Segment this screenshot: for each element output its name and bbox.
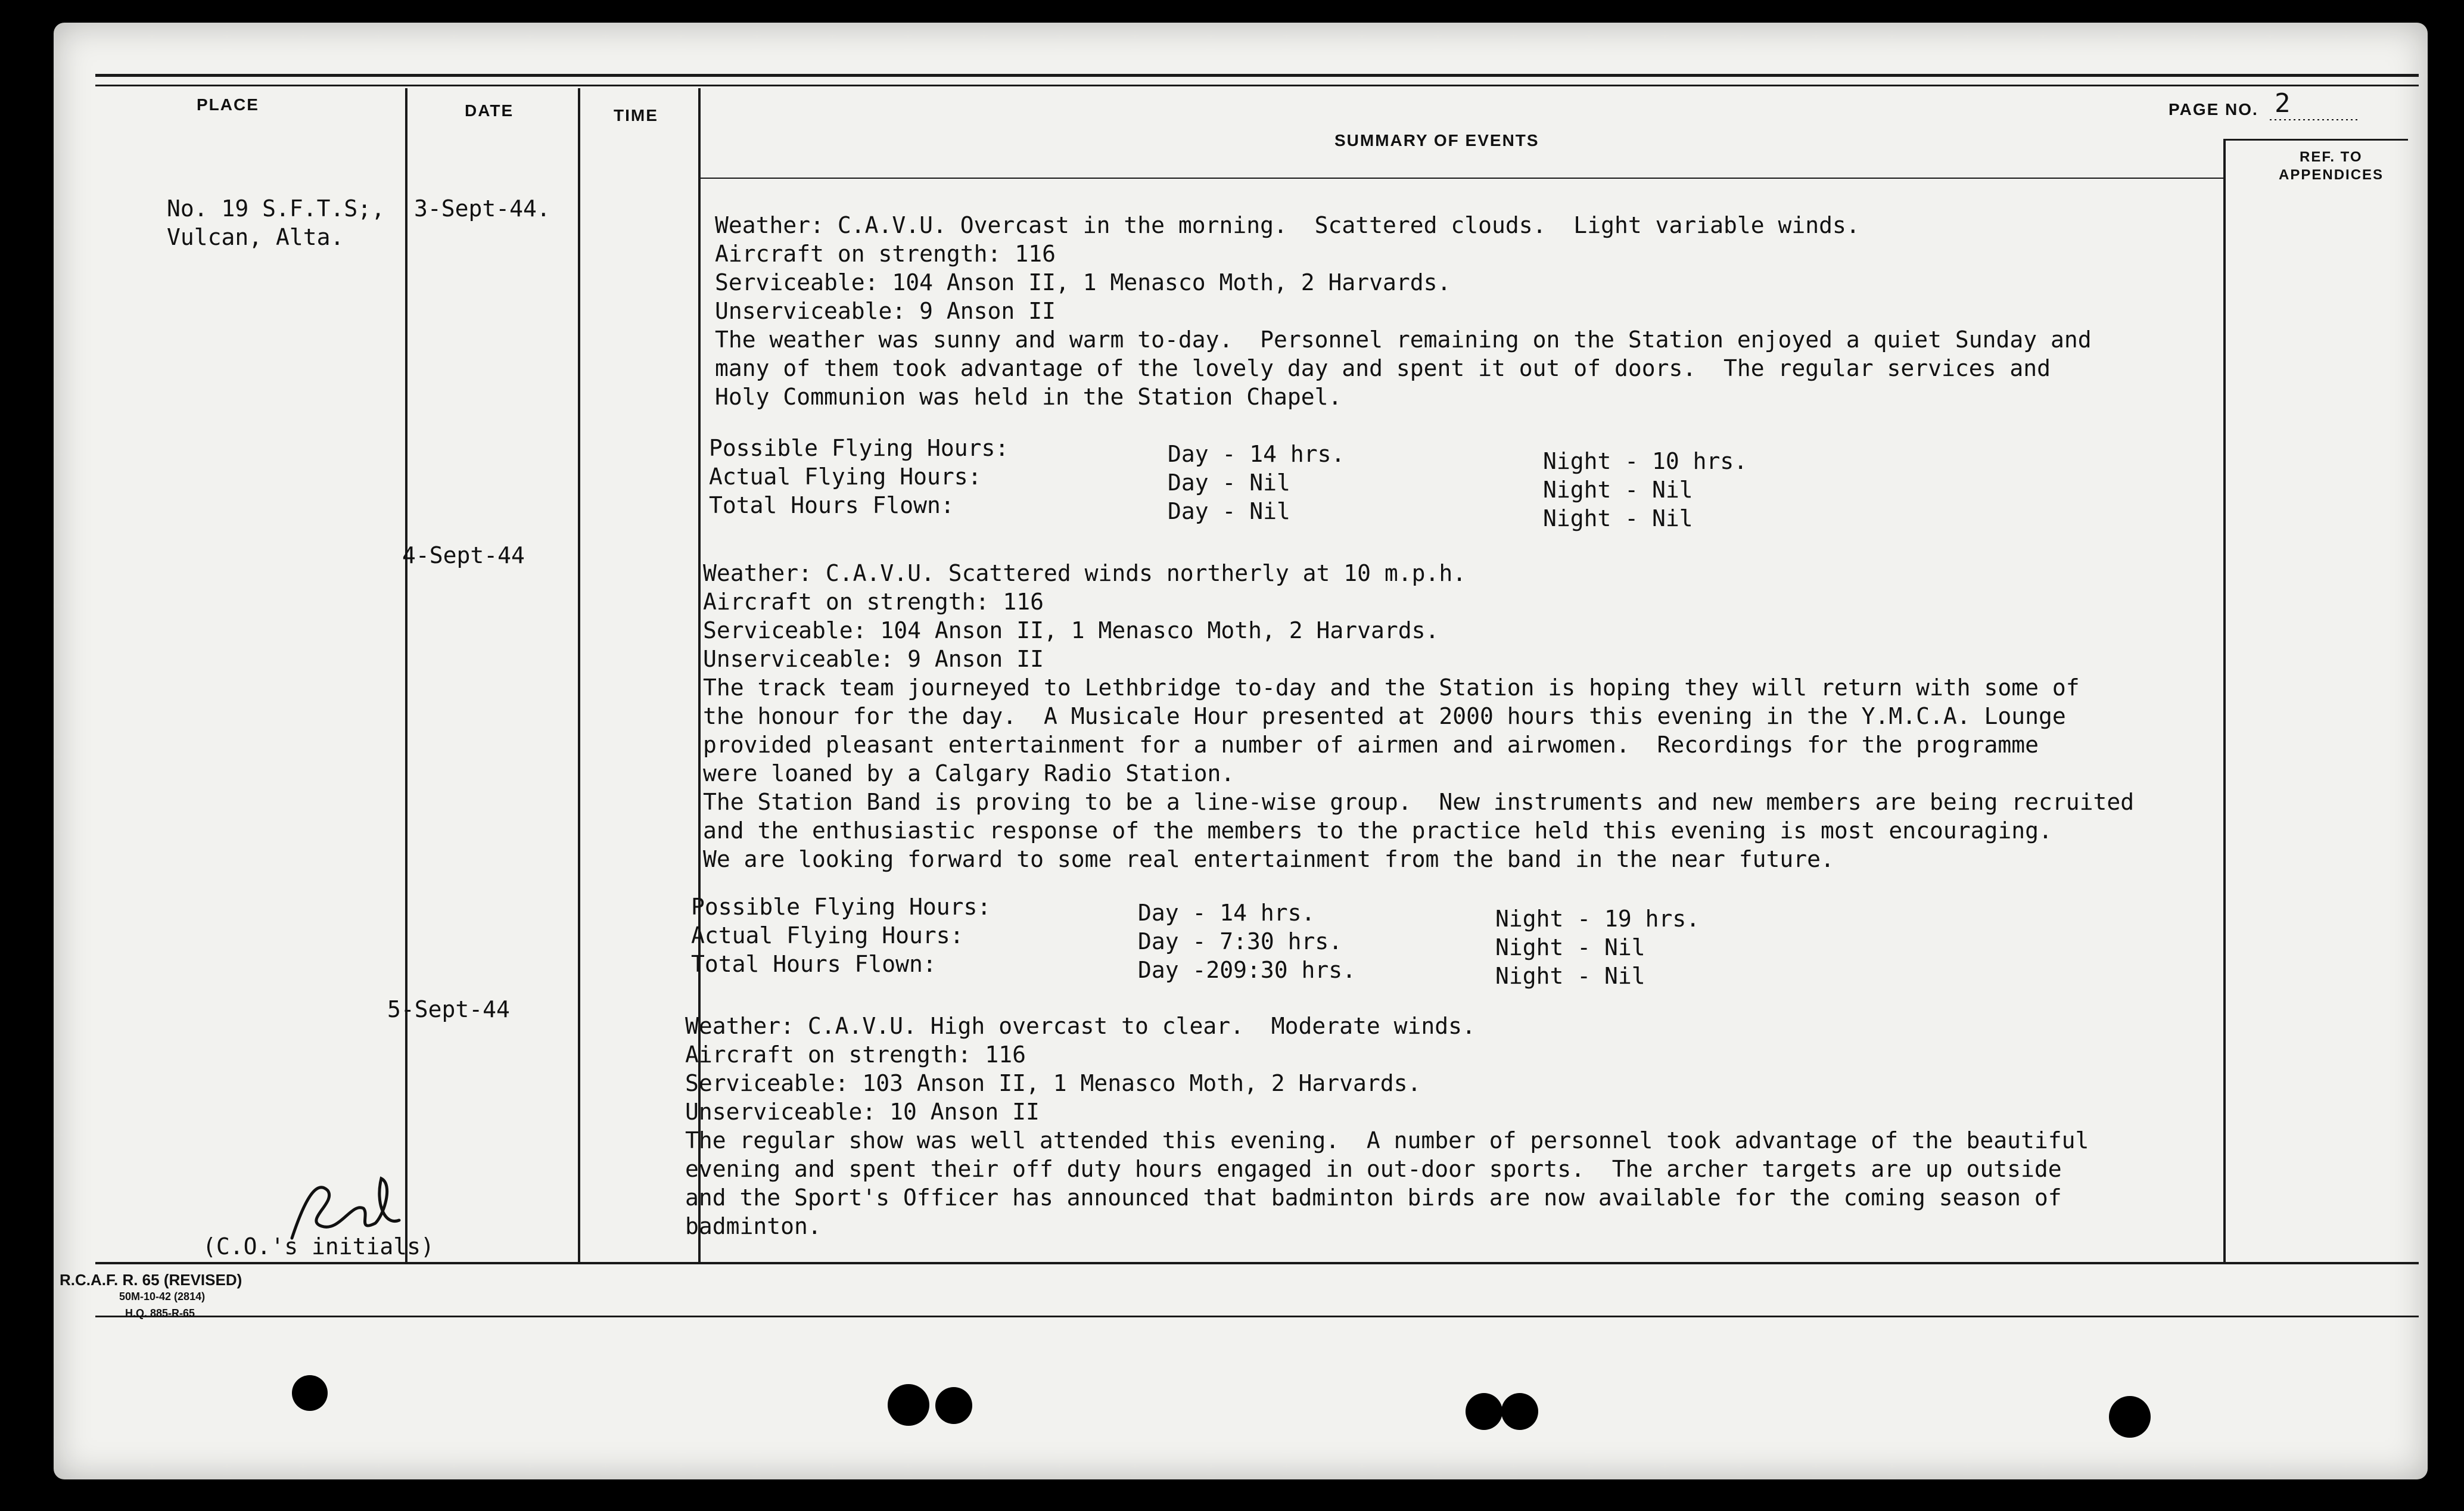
entry-2-narrative-line: The Station Band is proving to be a line-wise group. New instruments and new members are being recruited: [703, 789, 2135, 815]
place-line-1: No. 19 S.F.T.S;,: [167, 195, 385, 222]
entry-1-aircraft: Aircraft on strength: 116: [715, 241, 1056, 267]
entry-1-total-label: Total Hours Flown:: [709, 492, 954, 518]
entry-1-narrative-line: Holy Communion was held in the Station Chapel.: [715, 384, 1342, 410]
entry-2-actual-label: Actual Flying Hours:: [691, 922, 964, 949]
entry-2-narrative-line: were loaned by a Calgary Radio Station.: [703, 760, 1235, 786]
entry-1-possible-day: Day - 14 hrs.: [1168, 441, 1345, 467]
entry-2-narrative: [703, 673, 2134, 873]
entry-3-narrative-line: and the Sport's Officer has announced that badminton birds are now available for the coming season of: [685, 1184, 2062, 1211]
entry-1-total-night: Night - Nil: [1543, 505, 1693, 531]
entry-3-narrative-line: evening and spent their off duty hours engaged in out-door sports. The archer targets are up outside: [685, 1156, 2062, 1182]
entry-1-possible-label: Possible Flying Hours:: [709, 435, 1009, 461]
footer-rule: [95, 1316, 2419, 1317]
entry-1-total-day: Day - Nil: [1168, 498, 1290, 524]
bottom-rule: [95, 1262, 2419, 1264]
entry-2-possible-label: Possible Flying Hours:: [691, 894, 991, 920]
entry-1-actual-label: Actual Flying Hours:: [709, 464, 982, 490]
top-rule-thin: [95, 85, 2419, 86]
col-rule-date-time: [578, 88, 580, 1262]
entry-2-date: 4-Sept-44: [402, 542, 525, 568]
entry-3-serviceable: Serviceable: 103 Anson II, 1 Menasco Moth, 2 Harvards.: [685, 1070, 1421, 1096]
entry-3-date: 5-Sept-44: [387, 996, 510, 1022]
entry-1-actual-day: Day - Nil: [1168, 470, 1290, 496]
entry-2-possible-night: Night - 19 hrs.: [1495, 906, 1700, 932]
entry-2-weather: Weather: C.A.V.U. Scattered winds northerly at 10 m.p.h.: [703, 560, 1467, 586]
entry-2-narrative-line: and the enthusiastic response of the members to the practice held this evening is most encouraging.: [703, 817, 2052, 844]
entry-2-narrative-line: The track team journeyed to Lethbridge to-day and the Station is hoping they will return with some of: [703, 674, 2080, 701]
time-header: TIME: [614, 106, 658, 125]
entry-1-weather: Weather: C.A.V.U. Overcast in the morning. Scattered clouds. Light variable winds.: [715, 212, 1860, 238]
place-line-2: Vulcan, Alta.: [167, 224, 344, 250]
ref-header-1: REF. TO: [2300, 149, 2363, 165]
entry-3-unserviceable: Unserviceable: 10 Anson II: [685, 1099, 1040, 1125]
entry-1-narrative-line: many of them took advantage of the lovely day and spent it out of doors. The regular services and: [715, 355, 2051, 381]
punch-hole: [1466, 1393, 1502, 1430]
footer-line3: H.Q. 885-R-65: [125, 1307, 195, 1319]
punch-hole: [2109, 1396, 2151, 1438]
entry-2-actual-day: Day - 7:30 hrs.: [1138, 928, 1343, 955]
entry-2-actual-night: Night - Nil: [1495, 934, 1645, 960]
entry-1-date: 3-Sept-44.: [414, 195, 550, 222]
entry-2-narrative-line: We are looking forward to some real entertainment from the band in the near future.: [703, 846, 1834, 872]
document-sheet: [54, 23, 2428, 1479]
entry-1-possible-night: Night - 10 hrs.: [1543, 448, 1748, 474]
summary-header: SUMMARY OF EVENTS: [1334, 131, 1539, 150]
entry-3-weather: Weather: C.A.V.U. High overcast to clear. Moderate winds.: [685, 1013, 1476, 1039]
page-number: 2: [2275, 88, 2291, 119]
entry-1-narrative: [715, 325, 2092, 411]
punch-hole: [888, 1384, 929, 1426]
page-label: PAGE NO.: [2169, 100, 2258, 119]
entry-2-serviceable: Serviceable: 104 Anson II, 1 Menasco Moth, 2 Harvards.: [703, 617, 1439, 643]
ref-header-2: APPENDICES: [2279, 167, 2384, 183]
entry-2-possible-day: Day - 14 hrs.: [1138, 900, 1315, 926]
co-initials-label: (C.O.'s initials): [203, 1233, 434, 1260]
ref-header-rule: [2223, 139, 2408, 141]
punch-hole: [1501, 1393, 1538, 1430]
punch-hole: [935, 1387, 972, 1424]
footer-form: R.C.A.F. R. 65 (REVISED): [60, 1271, 242, 1289]
entry-3-narrative-line: The regular show was well attended this evening. A number of personnel took advantage of the beautiful: [685, 1127, 2089, 1154]
summary-header-rule: [698, 178, 2226, 179]
col-rule-summary-ref: [2223, 139, 2226, 1262]
entry-1-serviceable: Serviceable: 104 Anson II, 1 Menasco Moth, 2 Harvards.: [715, 269, 1451, 296]
entry-1-unserviceable: Unserviceable: 9 Anson II: [715, 298, 1056, 324]
date-header: DATE: [465, 101, 514, 120]
entry-2-total-night: Night - Nil: [1495, 963, 1645, 989]
place-header: PLACE: [197, 95, 259, 114]
entry-2-narrative-line: provided pleasant entertainment for a number of airmen and airwomen. Recordings for the programme: [703, 732, 2039, 758]
entry-2-aircraft: Aircraft on strength: 116: [703, 589, 1044, 615]
page-number-dots: [2270, 119, 2359, 120]
entry-3-narrative-line: badminton.: [685, 1213, 822, 1239]
col-rule-place-date: [405, 88, 407, 1262]
punch-hole: [292, 1375, 328, 1411]
footer-line2: 50M-10-42 (2814): [119, 1291, 206, 1302]
entry-2-total-label: Total Hours Flown:: [691, 951, 937, 977]
entry-3-aircraft: Aircraft on strength: 116: [685, 1041, 1026, 1068]
entry-1-actual-night: Night - Nil: [1543, 477, 1693, 503]
entry-2-total-day: Day -209:30 hrs.: [1138, 957, 1357, 983]
entry-3-narrative: [685, 1126, 2089, 1240]
entry-2-narrative-line: the honour for the day. A Musicale Hour presented at 2000 hours this evening in the Y.M.C.A. Lounge: [703, 703, 2066, 729]
top-rule: [95, 74, 2419, 77]
entry-1-narrative-line: The weather was sunny and warm to-day. Personnel remaining on the Station enjoyed a quiet Sunday and: [715, 327, 2092, 353]
entry-2-unserviceable: Unserviceable: 9 Anson II: [703, 646, 1044, 672]
